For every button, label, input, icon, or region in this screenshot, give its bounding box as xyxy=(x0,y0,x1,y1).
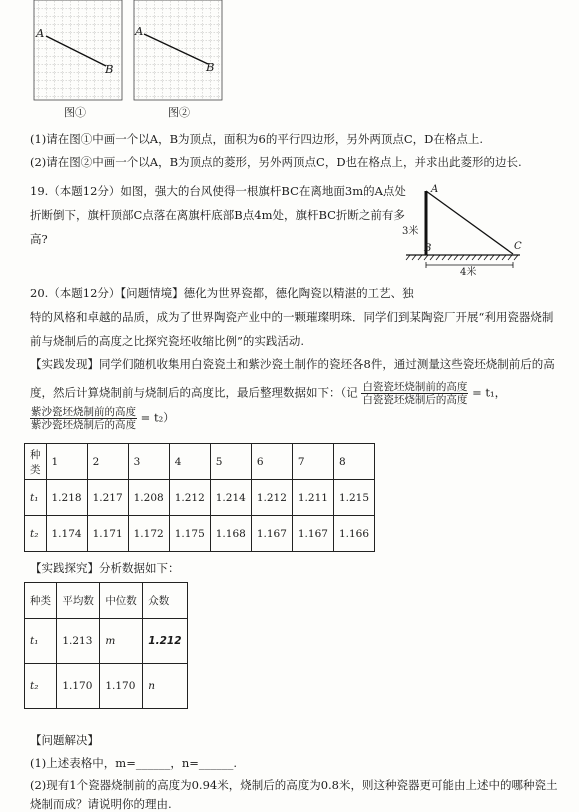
table-cell: t₁ xyxy=(25,480,47,516)
table-cell: 1.211 xyxy=(292,480,333,516)
table-cell: 1.213 xyxy=(57,619,100,664)
table-header-cell: 中位数 xyxy=(100,583,143,619)
table-header-cell: 众数 xyxy=(143,583,188,619)
table-cell: n xyxy=(143,664,188,709)
table-cell: 1.212 xyxy=(169,480,210,516)
fraction-t1-numerator: 白瓷瓷坯烧制前的高度 xyxy=(362,381,468,393)
point-a-label-1: A xyxy=(36,26,45,40)
point-a-label-2: A xyxy=(135,24,144,38)
fraction-t2-rhs: = t₂） xyxy=(140,410,175,425)
data-table-1 xyxy=(24,443,375,552)
table-cell: 1.171 xyxy=(87,516,128,552)
table-cell: 1.215 xyxy=(333,480,374,516)
table-cell: 1.217 xyxy=(87,480,128,516)
table-cell: 1.174 xyxy=(46,516,87,552)
table-cell: 1.166 xyxy=(333,516,374,552)
q18-part2: (2)请在图②中画一个以A，B为顶点的菱形，另外两顶点C，D也在格点上，并求出此菱形的边长. xyxy=(30,155,522,169)
grid-figure-2 xyxy=(130,0,230,106)
fraction-t1-rhs: = t₁， xyxy=(472,385,507,400)
flagpole-label-a: A xyxy=(431,184,439,195)
table-header-cell: 2 xyxy=(87,444,128,480)
table-header-cell: 4 xyxy=(169,444,210,480)
table-row xyxy=(25,516,375,552)
table-row xyxy=(25,480,375,516)
point-b-label-2: B xyxy=(206,60,215,74)
table-header-row xyxy=(25,444,375,480)
point-b-label-1: B xyxy=(105,62,114,76)
q20-discovery-line2 xyxy=(30,381,506,406)
table-cell: 1.167 xyxy=(251,516,292,552)
fraction-t1 xyxy=(361,381,468,406)
fraction-t2 xyxy=(30,406,137,431)
table-header-cell: 种类 xyxy=(25,444,47,480)
flagpole-height-label: 3米 xyxy=(402,226,419,237)
table-cell: 1.214 xyxy=(210,480,251,516)
flagpole-base-label: 4米 xyxy=(460,267,477,278)
q20-part2-line1: (2)现有1个瓷器烧制前的高度为0.94米，烧制后的高度为0.8米，则这种瓷器更可能由上述中的哪种瓷土 xyxy=(30,778,558,792)
table-cell: 1.175 xyxy=(169,516,210,552)
table-cell: 1.168 xyxy=(210,516,251,552)
table-cell: m xyxy=(100,619,143,664)
q20-line2: 特的风格和卓越的品质，成为了世界陶瓷产业中的一颗璀璨明珠．同学们到某陶瓷厂开展“利用瓷器烧制 xyxy=(30,310,554,324)
q20-discovery-text: 度，然后计算烧制前与烧制后的高度比，最后整理数据如下：（记 xyxy=(30,385,358,400)
table-cell: 1.218 xyxy=(46,480,87,516)
figure-2-caption: 图② xyxy=(168,106,190,119)
table-header-row xyxy=(25,583,188,619)
q20-part1: (1)上述表格中，m=______，n=______. xyxy=(30,756,238,770)
grid-figure-1 xyxy=(30,0,130,106)
q20-part2-line2: 烧制而成？请说明你的理由. xyxy=(30,797,172,811)
data-table-2 xyxy=(24,582,188,709)
table-header-cell: 8 xyxy=(333,444,374,480)
q19-line2: 折断倒下，旗杆顶部C点落在离旗杆底部B点4m处，旗杆BC折断之前有多 xyxy=(30,208,405,222)
figure-1-caption: 图① xyxy=(64,106,86,119)
fraction-t2-denominator: 紫沙瓷坯烧制后的高度 xyxy=(31,419,136,431)
q20-line1: 20.（本题12分）【问题情境】德化为世界瓷都，德化陶瓷以精湛的工艺、独 xyxy=(30,286,414,300)
table-header-cell: 5 xyxy=(210,444,251,480)
q20-fraction-t2-line xyxy=(30,406,175,431)
table-cell: 1.212 xyxy=(251,480,292,516)
q19-line1: 19.（本题12分）如图，强大的台风使得一根旗杆BC在离地面3m的A点处 xyxy=(30,184,406,198)
fraction-t2-numerator: 紫沙瓷坯烧制前的高度 xyxy=(31,406,136,418)
table-header-cell: 平均数 xyxy=(57,583,100,619)
flagpole-label-c: C xyxy=(514,241,522,252)
q20-discovery-line1: 【实践发现】同学们随机收集用白瓷瓷土和紫沙瓷土制作的瓷坯各8件，通过测量这些瓷坯烧制前后的高 xyxy=(30,357,555,371)
table-cell: t₂ xyxy=(25,664,57,709)
table-cell: t₂ xyxy=(25,516,47,552)
flagpole-label-b: B xyxy=(424,243,432,254)
table-row xyxy=(25,619,188,664)
table-cell: 1.208 xyxy=(128,480,169,516)
q20-line3: 前与烧制后的高度之比探究瓷坯收缩比例”的实践活动. xyxy=(30,334,305,348)
table-header-cell: 3 xyxy=(128,444,169,480)
table-cell: 1.170 xyxy=(100,664,143,709)
handwritten-cell: 1.212 xyxy=(143,619,188,664)
table-header-cell: 7 xyxy=(292,444,333,480)
table-row xyxy=(25,664,188,709)
q19-line3: 高? xyxy=(30,232,48,246)
table-cell: 1.170 xyxy=(57,664,100,709)
table-cell: 1.167 xyxy=(292,516,333,552)
q20-explore-heading: 【实践探究】分析数据如下： xyxy=(30,561,180,575)
q18-part1: (1)请在图①中画一个以A，B为顶点，面积为6的平行四边形，另外两顶点C，D在格点上. xyxy=(30,132,484,146)
table-cell: t₁ xyxy=(25,619,57,664)
table-header-cell: 1 xyxy=(46,444,87,480)
q20-solve-heading: 【问题解决】 xyxy=(30,733,99,747)
fraction-t1-denominator: 白瓷瓷坯烧制后的高度 xyxy=(362,394,468,406)
table-header-cell: 种类 xyxy=(25,583,57,619)
table-header-cell: 6 xyxy=(251,444,292,480)
table-cell: 1.172 xyxy=(128,516,169,552)
